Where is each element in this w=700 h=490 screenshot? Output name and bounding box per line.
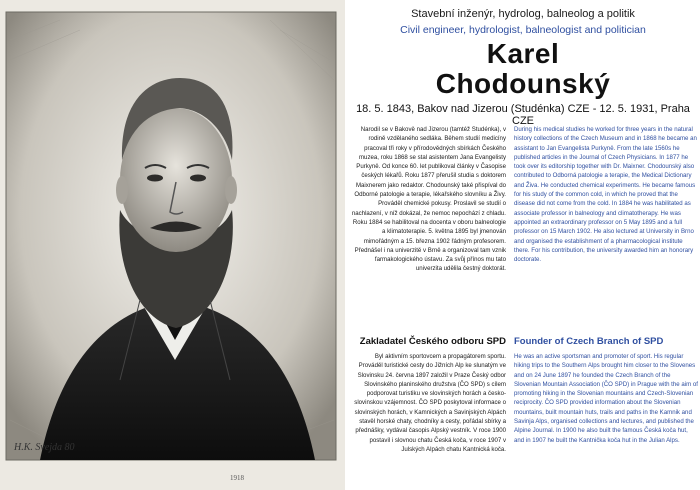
spd-heading-english: Founder of Czech Branch of SPD bbox=[514, 336, 664, 347]
last-name: Chodounský bbox=[435, 68, 611, 99]
portrait-illustration bbox=[0, 0, 345, 490]
spd-english-text: He was an active sportsman and promoter of sport. His regular hiking trips to the Southern Alps brought him closer to the Slovenes and on 24 June 1897 he founded the Czech Branch of the Slovenian Mountain Association (ČO SPD) in Prague with the aim of promoting hiking in the Slovenian mountains and Czech-Slovenian reciprocity. ČO SPD provided information about the Slovenian mountains, built mountain huts, trails and paths in the Kamnik and Savinja Alps, organised collections and lectures, and published the Alpine Journal. In 1900 he also built the famous Česká koča hut, and in 1907 he built the Kantnička koča hut in the Julian Alps. bbox=[514, 353, 698, 444]
text-panel bbox=[346, 0, 700, 490]
bio-czech-text: Narodil se v Bakově nad Jizerou (tamtéž Studénka), v rodině vzdělaného sedláka. Během studií medicíny pracoval tři roky v přírodovědných sbírkách Českého muzea, roku 1868 se stal asistentem Jana Evangelisty Purkyně. Od konce 60. let publikoval články v Časopise českých lékařů. Roku 1877 přerušil studia s doktorem Maixnerem jako redaktor. Chodounský také přispíval do Odborné patologie a terapie, lékařského slovníku a Živy. Prováděl chemické pokusy. Proslavil se studií o nachlazení, v níž dokázal, že nemoc nepochází z chladu. Roku 1884 se habilitoval na docenta v oboru balneologie a klimatoterapie. 5. května 1895 byl jmenován mimořádným a 15. března 1902 řádným profesorem. Přednášel i na univerzitě v Brně a organizoval tam vznik farmakologického ústavu. Za svůj přínos mu tato univerzita udělila čestný doktorát. bbox=[351, 126, 506, 273]
portrait-engraving bbox=[0, 0, 345, 490]
portrait-page-number: 1918 bbox=[230, 474, 244, 482]
spd-heading-czech: Zakladatel Českého odboru SPD bbox=[359, 336, 506, 347]
artist-signature: H.K. Svejda 80 bbox=[14, 442, 75, 453]
subtitle-english: Civil engineer, hydrologist, balneologist and politician bbox=[400, 24, 646, 36]
spd-english bbox=[514, 352, 698, 445]
bio-english-text: During his medical studies he worked for three years in the natural history collections of the Czech Museum and in 1868 he became an assistant to Jan Evangelista Purkyně. From the late 1560s he published articles in the Journal of Czech Physicians. In 1877 he took over its editorship together with Dr. Maixner. Chodounský also contributed to Odborná patologie a terapie, the Medical Dictionary and Živa. He conducted chemical experiments. He became famous for his study of the common cold, in which he proved that the disease did not come from the cold. In 1884 he was habilitated as associate professor in balneology and climatotherapy. He was appointed an extraordinary professor on 5 May 1895 and a full professor on 15 March 1902. He also lectured at University in Brno and organised the establishment of a pharmacological institute there. For his contribution, the university awarded him an honorary doctorate. bbox=[514, 126, 697, 264]
first-name: Karel bbox=[486, 38, 560, 69]
spd-czech bbox=[350, 352, 506, 454]
spd-czech-text: Byl aktivním sportovcem a propagátorem sportu. Prováděl turistické cesty do Jižních Alp ke slunatým ve Slovinsku 24. června 1897 založil v Praze Český odbor Slovinského planinského družstva (ČO SPD) s cílem podporovat turistiku ve slovinských horách a česko-slovinskou vzájemnost. ČO SPD poskytoval informace o slovinských horách, v Kamnických a Savinjských Alpách stavěl horské chaty, chodníky a cesty, pořádal sbírky a přednášky, vydával časopis Alpský vestník. V roce 1900 postavil i slovnou chatu Česká koča, v roce 1907 v Julských Alpách chatu Kantnická koča. bbox=[354, 353, 506, 453]
life-dates: 18. 5. 1843, Bakov nad Jizerou (Studénka) CZE - 12. 5. 1931, Praha CZE bbox=[356, 103, 690, 127]
subtitle-czech: Stavební inženýr, hydrolog, balneolog a politik bbox=[411, 8, 635, 20]
bio-english bbox=[514, 125, 698, 264]
bio-czech bbox=[350, 125, 506, 274]
